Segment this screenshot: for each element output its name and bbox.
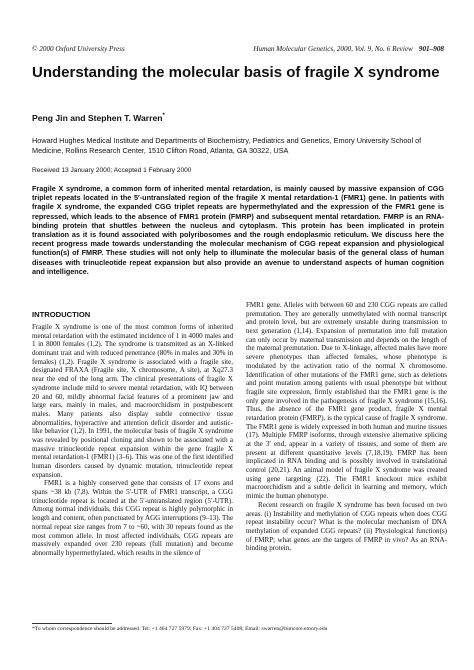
paragraph: FMR1 is a highly conserved gene that consists of 17 exons and spans ~38 kb (7,8). Within the 5′-UTR of FMR1 transcript, a CGG trinucleotide repeat is located at the 5′-untranslated region (5′-UTR). Among normal individuals, this CGG repeat is highly polymorphic in length and content, often punctuated by AGG interruptions (9–13). The normal repeat size ranges from 7 to ~60, with 30 repeats found as the most common allele. In most affected individuals, CGG repeats are massively expanded over 230 repeats (full mutation) and become abnormally hypermethylated, which results in the silence of [32, 479, 233, 557]
article-title: Understanding the molecular basis of fragile X syndrome [32, 64, 440, 81]
authors [32, 113, 165, 123]
journal-citation [253, 45, 444, 53]
running-header [32, 45, 444, 57]
paragraph: Fragile X syndrome is one of the most common forms of inherited mental retardation with the estimated incidence of 1 in 4000 males and 1 in 8000 females (1,2). The syndrome is transmitted as an X-linked dominant trait and with reduced penetrance (80% in males and 30% in females) (1,2). Fragile X syndrome is associated with a fragile site, designated FRAXA (Fragile site, X chromosome, A site), at Xq27.3 near the end of the long arm. The clinical presentations of fragile X syndrome include mild to severe mental retardation, with IQ between 20 and 60, mildly abnormal facial features of a prominent jaw and large ears, mainly in males, and macroorchidism in postpubescent males. Many patients also display subtle connective tissue abnormalities, hyperactive and attention deficit disorder and autistic-like behavior (1,2). In 1991, the molecular basis of fragile X syndrome was revealed by positional cloning and shown to be associated with a massive trinucleotide repeat expansion within the gene fragile X mental retardation-1 (FMR1) (3–6). This was one of the first identified human disorders caused by dynamic mutation, trinucleotide repeat expansion. [32, 323, 233, 479]
abstract: Fragile X syndrome, a common form of inherited mental retardation, is mainly caused by massive expansion of CGG triplet repeats located in the 5′-untranslated region of the fragile X mental retardation-1 (FMR1) gene. In patients with fragile X syndrome, the expanded CGG triplet repeats are hypermethylated and the expression of the FMR1 gene is repressed, which leads to the absence of FMR1 protein (FMRP) and subsequent mental retardation. FMRP is an RNA-binding protein that shuttles between the nucleus and cytoplasm. This protein has been implicated in protein translation as it is found associated with polyribosomes and the rough endoplasmic reticulum. We discuss here the recent progress made towards understanding the molecular mechanism of CGG repeat expansion and physiological function(s) of FMRP. These studies will not only help to illuminate the molecular basis of the general class of human diseases with trinucleotide repeat expansion but also provide an avenue to understand aspects of human cognition and intelligence. [32, 184, 444, 276]
page-range: 901–908 [418, 45, 444, 53]
footnote: *To whom correspondence should be addressed. Tel: +1 404 727 5979; Fax: +1 404 727 5408; Email: swarren@bimcore.emory.edu [32, 626, 328, 632]
received-dates: Received 13 January 2000; Accepted 1 February 2000 [32, 167, 192, 174]
paragraph: Recent research on fragile X syndrome has been focused on two areas. (i) Instability and methylation of CGG repeats when does CGG repeat instability occur? What is the molecular mechanism of DNA methylation of expanded CGG repeats? (ii) Physiological function(s) of FMRP; what genes are the targets of FMRP in vivo? As an RNA-binding protein, [246, 500, 447, 553]
right-column [246, 301, 447, 553]
paragraph: FMR1 gene. Alleles with between 60 and 230 CGG repeats are called premutation. They are generally unmethylated with normal transcript and protein level, but are extremely unstable during transmission to next generation (1,14). Expansion of premutation into full mutation can only occur by maternal transmission and depends on the length of the maternal premutation. Due to X-linkage, affected males have more severe phenotypes than affected females, whose phenotype is modulated by the activation ratio of the normal X chromosome. Identification of other mutations of the FMR1 gene, such as deletions and point mutation among patients with usual phenotype but without fragile site expression, firmly established that the FMR1 gene is the only gene involved in the pathogenesis of fragile X syndrome (15,16). Thus, the absence of the FMR1 gene product, fragile X mental retardation protein (FMRP), is the typical cause of fragile X syndrome. The FMR1 gene is widely expressed in both human and murine tissues (17). Multiple FMRP isoforms, through extensive alternative splicing at the 3′ end, appear in a variety of tissues, and some of them are present at different quantitative levels (7,18,19). FMRP has been implicated in RNA binding and is possibly involved in translational control (20,21). An animal model of fragile X syndrome was created using gene targeting (22). The FMR1 knockout mice exhibit macroorchidism and a subtle deficit in learning and memory, which mimic the human phenotype. [246, 301, 447, 501]
author-names: Peng Jin and Stephen T. Warren [32, 113, 163, 123]
journal-name: Human Molecular Genetics, 2000, Vol. 9, No. 6 Review [253, 45, 413, 53]
corresponding-mark: * [162, 113, 165, 120]
left-column [32, 323, 233, 558]
section-heading: INTRODUCTION [32, 310, 91, 319]
footnote-rule [32, 623, 112, 624]
affiliation: Howard Hughes Medical Institute and Departments of Biochemistry, Pediatrics and Genetics, Emory University School of Medicine, Rollins Research Center, 1510 Clifton Road, Atlanta, GA 30322, USA [32, 136, 422, 156]
copyright-notice: © 2000 Oxford University Press [32, 45, 125, 53]
